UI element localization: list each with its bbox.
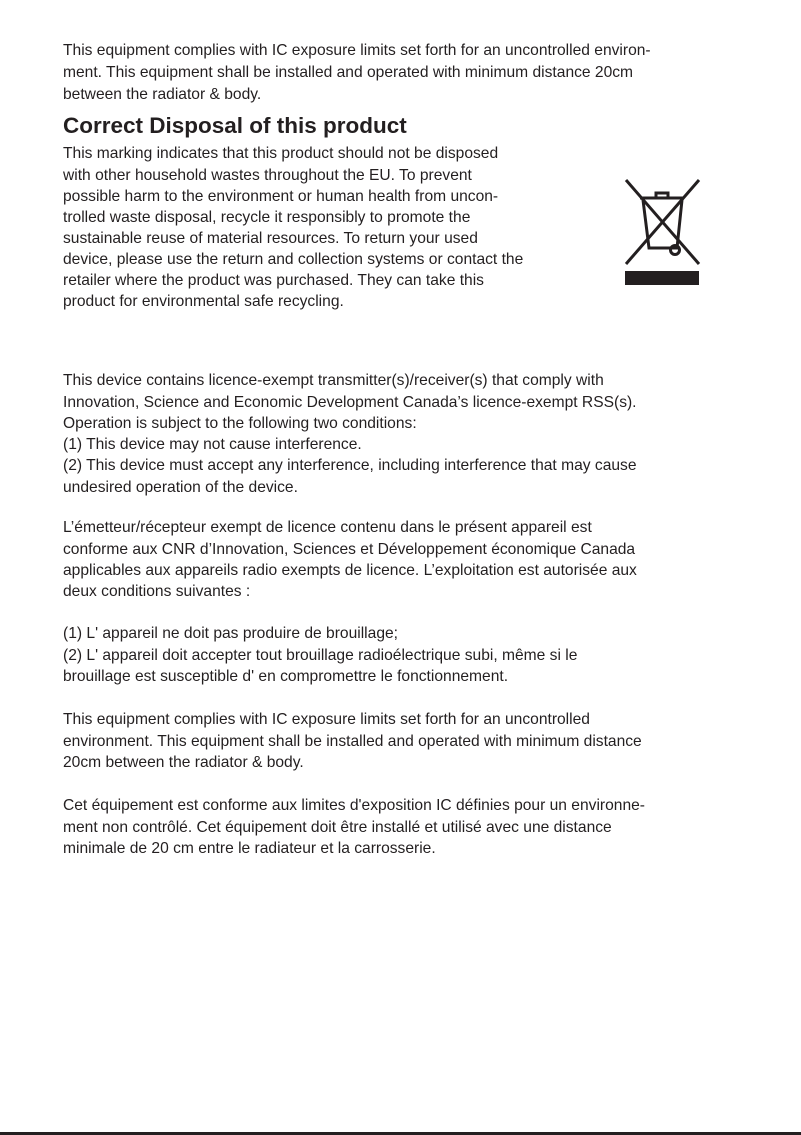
text-line: L’émetteur/récepteur exempt de licence contenu dans le présent appareil est [63, 519, 592, 536]
text-line: (1) L' appareil ne doit pas produire de brouillage; [63, 625, 398, 642]
text-line: undesired operation of the device. [63, 479, 298, 496]
text-line: device, please use the return and collection systems or contact the [63, 251, 524, 268]
text-line: conforme aux CNR d’Innovation, Sciences et Développement économique Canada [63, 541, 636, 558]
text-line: This equipment complies with IC exposure limits set forth for an uncontrolled [63, 711, 590, 728]
text-line: This equipment complies with IC exposure limits set forth for an uncontrolled environ- [63, 42, 651, 59]
text-line: ment non contrôlé. Cet équipement doit être installé et utilisé avec une distance [63, 819, 612, 836]
text-line: (2) This device must accept any interference, including interference that may cause [63, 457, 637, 474]
text-line: between the radiator & body. [63, 86, 262, 103]
text-line: minimale de 20 cm entre le radiateur et la carrosserie. [63, 840, 436, 857]
text-line: environment. This equipment shall be installed and operated with minimum distance [63, 733, 642, 750]
text-line: ment. This equipment shall be installed and operated with minimum distance 20cm [63, 64, 634, 81]
text-line: sustainable reuse of material resources. To return your used [63, 230, 478, 247]
text-line: retailer where the product was purchased. They can take this [63, 272, 484, 289]
text-line: possible harm to the environment or human health from uncon- [63, 188, 499, 205]
text-line: trolled waste disposal, recycle it responsibly to promote the [63, 209, 471, 226]
text-line: (1) This device may not cause interference. [63, 436, 362, 453]
text-line: with other household wastes throughout the EU. To prevent [63, 167, 472, 184]
disposal-heading: Correct Disposal of this product [63, 113, 407, 138]
text-line: applicables aux appareils radio exempts de licence. L’exploitation est autorisée aux [63, 562, 637, 579]
text-line: Operation is subject to the following two conditions: [63, 415, 417, 432]
text-line: This device contains licence-exempt transmitter(s)/receiver(s) that comply with [63, 372, 604, 389]
text-line: deux conditions suivantes : [63, 583, 251, 600]
text-line: Cet équipement est conforme aux limites d'exposition IC définies pour un environne- [63, 797, 645, 814]
text-line: product for environmental safe recycling. [63, 293, 344, 310]
crossed-out-wheelie-bin-icon [622, 178, 702, 288]
text-line: Innovation, Science and Economic Development Canada’s licence-exempt RSS(s). [63, 394, 637, 411]
text-line: (2) L' appareil doit accepter tout brouillage radioélectrique subi, même si le [63, 647, 578, 664]
text-line: This marking indicates that this product should not be disposed [63, 145, 499, 162]
text-line: 20cm between the radiator & body. [63, 754, 304, 771]
text-line: brouillage est susceptible d' en compromettre le fonctionnement. [63, 668, 509, 685]
